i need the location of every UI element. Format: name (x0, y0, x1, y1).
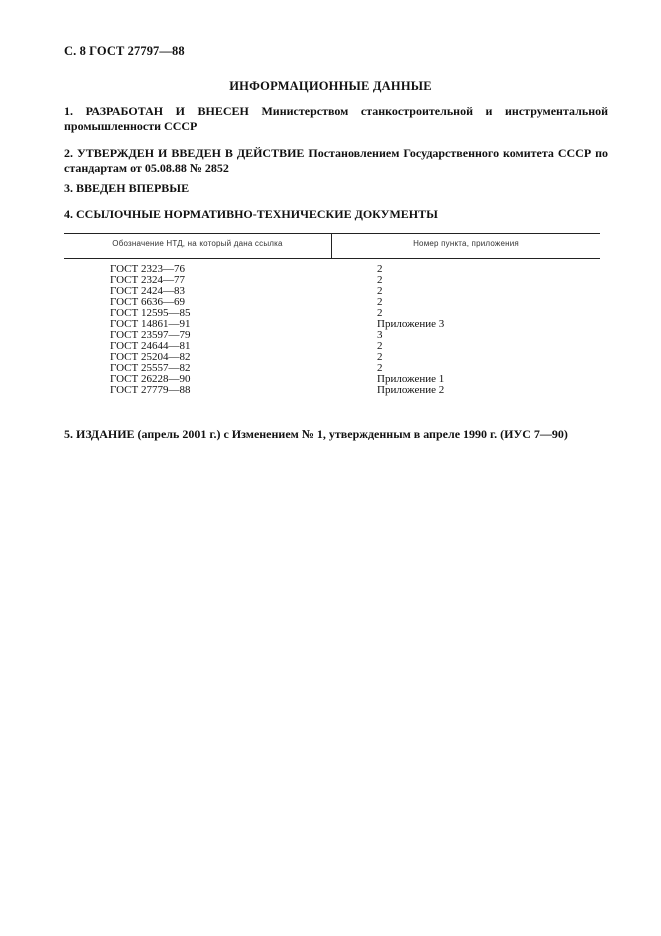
cell-clause: 2 (377, 296, 383, 308)
cell-document: ГОСТ 24644—81 (110, 340, 191, 352)
cell-clause: 3 (377, 329, 383, 341)
cell-clause: Приложение 3 (377, 318, 445, 330)
item-lead: УТВЕРЖДЕН И ВВЕДЕН В ДЕЙСТВИЕ (76, 146, 305, 160)
cell-clause: Приложение 1 (377, 373, 445, 385)
info-item-2 (64, 146, 608, 176)
cell-clause: 2 (377, 274, 383, 286)
item-text: Постановлением Государственного комитета СССР по стандартам от 05.08.88 № 2852 (64, 146, 608, 175)
item-lead: ССЫЛОЧНЫЕ НОРМАТИВНО-ТЕХНИЧЕСКИЕ ДОКУМЕНТЫ (76, 207, 438, 221)
cell-clause: 2 (377, 307, 383, 319)
item-text: Министерством станкостроительной и инструментальной промышленности СССР (64, 104, 609, 133)
cell-clause: Приложение 2 (377, 384, 445, 396)
cell-document: ГОСТ 2424—83 (110, 285, 185, 297)
item-lead: ВВЕДЕН ВПЕРВЫЕ (76, 181, 190, 195)
cell-clause: 2 (377, 351, 383, 363)
column-header-document: Обозначение НТД, на который дана ссылка (112, 239, 283, 248)
cell-clause: 2 (377, 340, 383, 352)
item-number: 4. (64, 207, 73, 221)
item-number: 1. (64, 104, 73, 118)
item-number: 5. (64, 427, 73, 441)
table-header-rule (64, 258, 600, 259)
item-number: 2. (64, 146, 73, 160)
table-body (64, 264, 600, 396)
table-row (64, 385, 600, 396)
cell-document: ГОСТ 2323—76 (110, 263, 185, 275)
cell-document: ГОСТ 27779—88 (110, 384, 191, 396)
cell-document: ГОСТ 6636—69 (110, 296, 185, 308)
section-title: ИНФОРМАЦИОННЫЕ ДАННЫЕ (229, 79, 432, 93)
cell-clause: 2 (377, 362, 383, 374)
item-lead: ИЗДАНИЕ (76, 427, 135, 441)
item-number: 3. (64, 181, 73, 195)
cell-document: ГОСТ 25557—82 (110, 362, 191, 374)
cell-clause: 2 (377, 285, 383, 297)
info-item-5 (64, 427, 608, 442)
column-header-clause: Номер пункта, приложения (413, 239, 519, 248)
cell-clause: 2 (377, 263, 383, 275)
cell-document: ГОСТ 23597—79 (110, 329, 191, 341)
table-top-rule (64, 233, 600, 234)
info-item-4 (64, 207, 608, 222)
item-lead: РАЗРАБОТАН И ВНЕСЕН (85, 104, 249, 118)
info-item-3 (64, 181, 608, 196)
info-item-1 (64, 104, 608, 134)
cell-document: ГОСТ 26228—90 (110, 373, 191, 385)
item-text: (апрель 2001 г.) с Изменением № 1, утвержденным в апреле 1990 г. (ИУС 7—90) (137, 427, 568, 441)
page-header: С. 8 ГОСТ 27797—88 (64, 44, 185, 58)
cell-document: ГОСТ 25204—82 (110, 351, 191, 363)
cell-document: ГОСТ 2324—77 (110, 274, 185, 286)
cell-document: ГОСТ 12595—85 (110, 307, 191, 319)
cell-document: ГОСТ 14861—91 (110, 318, 191, 330)
